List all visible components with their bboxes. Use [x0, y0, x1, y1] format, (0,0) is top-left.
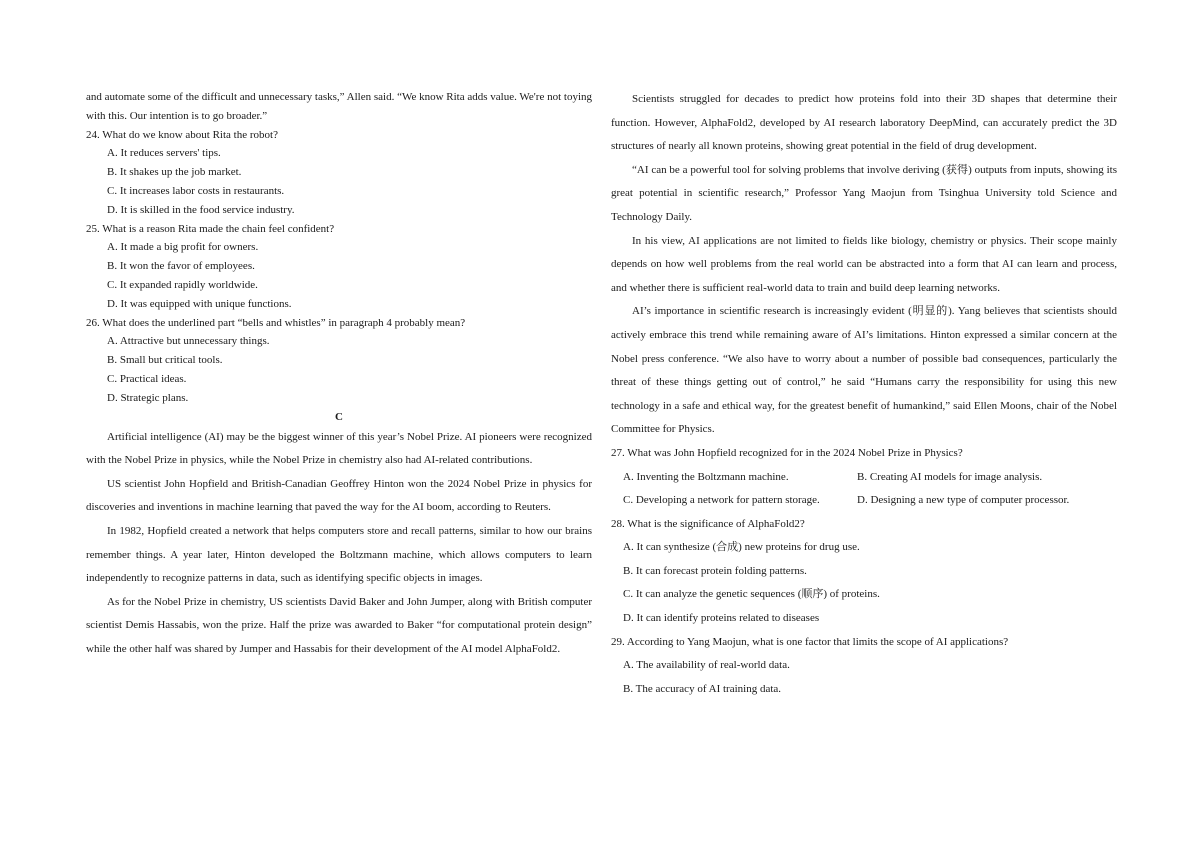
question-stem: 29. According to Yang Maojun, what is one factor that limits the scope of AI applications? — [611, 635, 1009, 648]
passage-paragraph: AI’s importance in scientific research is increasingly evident (明显的). Yang believes that scientists should actively embrace this trend while remaining aware of AI’s limitations. Hinton expressed a similar concern at the Nobel press conference. “We also have to worry about a number of possible bad consequences, particularly the threat of these things getting out of control,” he said “Humans carry the responsibility for using this new technology in a safe and ethical way, for the greatest benefit of humankind,” said Ellen Moons, chair of the Nobel Committee for Physics. — [611, 305, 1117, 436]
option-b: B. The accuracy of AI training data. — [623, 682, 782, 695]
option-c: C. Developing a network for pattern storage. — [623, 494, 820, 507]
question-stem: 24. What do we know about Rita the robot? — [86, 128, 278, 141]
passage-paragraph: Scientists struggled for decades to predict how proteins fold into their 3D shapes that determine their function. However, AlphaFold2, developed by AI research laboratory DeepMind, can accurately predict the 3D structures of nearly all known proteins, showing great potential in the field of drug development. — [611, 93, 1117, 153]
option-row — [611, 466, 1117, 490]
question-stem: 26. What does the underlined part “bells and whistles” in paragraph 4 probably mean? — [86, 316, 466, 329]
passage-paragraph: As for the Nobel Prize in chemistry, US scientists David Baker and John Jumper, along with British computer scientist Demis Hassabis, won the prize. Half the prize was awarded to Baker “for computational protein design” while the other half was shared by Jumper and Hassabis for their development of the AI model AlphaFold2. — [86, 595, 592, 655]
passage-paragraph: US scientist John Hopfield and British-Canadian Geoffrey Hinton won the 2024 Nobel Prize in physics for discoveries and inventions in machine learning that paved the way for the AI boom, according to Reuters. — [86, 477, 592, 514]
passage-paragraph: Artificial intelligence (AI) may be the biggest winner of this year’s Nobel Prize. AI pioneers were recognized with the Nobel Prize in physics, while the Nobel Prize in chemistry also had AI-related contributions. — [86, 430, 592, 467]
question-26 — [86, 314, 592, 408]
option-a: A. Attractive but unnecessary things. — [107, 335, 270, 348]
option-b: B. It shakes up the job market. — [107, 166, 242, 179]
question-27 — [611, 442, 1117, 513]
option-d: D. It is skilled in the food service industry. — [107, 203, 295, 216]
option-b: B. Small but critical tools. — [107, 354, 223, 367]
question-stem: 25. What is a reason Rita made the chain feel confident? — [86, 222, 335, 235]
option-d: D. It can identify proteins related to diseases — [623, 612, 820, 625]
option-c: C. It can analyze the genetic sequences (顺序) of proteins. — [623, 588, 880, 601]
option-b: B. It can forecast protein folding patterns. — [623, 564, 807, 577]
right-column — [611, 88, 1117, 701]
option-c: C. Practical ideas. — [107, 372, 187, 385]
option-row — [611, 489, 1117, 513]
question-28 — [611, 513, 1117, 631]
option-a: A. It can synthesize (合成) new proteins for drug use. — [623, 541, 860, 554]
question-stem: 28. What is the significance of AlphaFold2? — [611, 517, 805, 530]
option-a: A. The availability of real-world data. — [623, 659, 790, 672]
passage-paragraph: “AI can be a powerful tool for solving problems that involve deriving (获得) outputs from inputs, showing its great potential in scientific research,” Professor Yang Maojun from Tsinghua University told Science and Technology Daily. — [611, 163, 1117, 223]
intro-paragraph: and automate some of the difficult and unnecessary tasks,” Allen said. “We know Rita adds value. We're not toying with this. Our intention is to go broader.” — [86, 91, 592, 122]
section-heading: C — [335, 410, 343, 423]
option-a: A. It made a big profit for owners. — [107, 241, 259, 254]
left-column — [86, 88, 592, 661]
option-a: A. Inventing the Boltzmann machine. — [623, 470, 789, 483]
option-b: B. It won the favor of employees. — [107, 260, 255, 273]
question-29 — [611, 631, 1117, 702]
passage-paragraph: In 1982, Hopfield created a network that helps computers store and recall patterns, similar to how our brains remember things. A year later, Hinton developed the Boltzmann machine, which allows computers to learn independently to recognize patterns in data, such as identifying specific objects in images. — [86, 524, 592, 585]
option-b: B. Creating AI models for image analysis. — [857, 470, 1043, 483]
question-stem: 27. What was John Hopfield recognized for in the 2024 Nobel Prize in Physics? — [611, 446, 963, 459]
option-d: D. Designing a new type of computer processor. — [857, 494, 1070, 507]
option-a: A. It reduces servers' tips. — [107, 147, 221, 160]
passage-paragraph: In his view, AI applications are not limited to fields like biology, chemistry or physics. Their scope mainly depends on how well problems from the real world can be abstracted into a form that AI can learn and process, and whether there is sufficient real-world data to train and build deep learning networks. — [611, 234, 1117, 294]
option-d: D. It was equipped with unique functions. — [107, 297, 292, 310]
option-c: C. It increases labor costs in restaurants. — [107, 184, 285, 197]
question-24 — [86, 126, 592, 220]
question-25 — [86, 220, 592, 314]
option-d: D. Strategic plans. — [107, 391, 189, 404]
option-c: C. It expanded rapidly worldwide. — [107, 278, 258, 291]
